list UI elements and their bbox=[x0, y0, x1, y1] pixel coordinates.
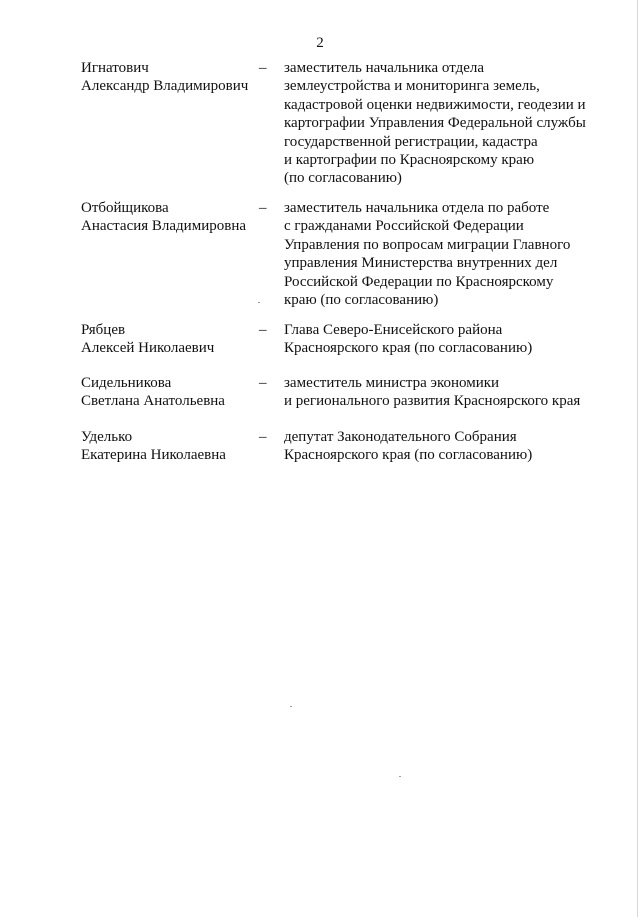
role-line: заместитель начальника отдела по работе bbox=[284, 200, 550, 216]
scan-speck bbox=[399, 776, 401, 777]
dash-separator: – bbox=[259, 429, 267, 445]
dash-separator: – bbox=[259, 60, 267, 76]
dash-separator: – bbox=[259, 375, 267, 391]
role-line: и регионального развития Красноярского края bbox=[284, 393, 581, 410]
role-line: заместитель министра экономики bbox=[284, 375, 500, 391]
member-role bbox=[284, 428, 604, 465]
member-name bbox=[81, 321, 261, 358]
scan-speck bbox=[290, 706, 292, 707]
member-given-name: Алексей Николаевич bbox=[81, 340, 215, 357]
scan-speck bbox=[258, 302, 260, 303]
member-role bbox=[284, 374, 604, 411]
member-surname: Сидельникова bbox=[81, 375, 172, 391]
role-line: заместитель начальника отдела bbox=[284, 60, 484, 76]
member-surname: Рябцев bbox=[81, 322, 126, 338]
member-name bbox=[81, 199, 261, 236]
role-line: Глава Северо-Енисейского района bbox=[284, 322, 503, 338]
member-surname: Игнатович bbox=[81, 60, 149, 76]
member-role bbox=[284, 321, 604, 358]
member-given-name: Екатерина Николаевна bbox=[81, 447, 226, 464]
role-line: управления Министерства внутренних дел bbox=[284, 255, 558, 272]
member-role bbox=[284, 59, 604, 188]
member-given-name: Анастасия Владимировна bbox=[81, 218, 246, 235]
role-line: Красноярского края (по согласованию) bbox=[284, 340, 533, 357]
page-number: 2 bbox=[316, 35, 324, 51]
role-line: землеустройства и мониторинга земель, bbox=[284, 78, 540, 95]
dash-separator: – bbox=[259, 322, 267, 338]
role-line: депутат Законодательного Собрания bbox=[284, 429, 517, 445]
role-line: (по согласованию) bbox=[284, 170, 402, 187]
member-given-name: Александр Владимирович bbox=[81, 78, 249, 95]
member-name bbox=[81, 428, 261, 465]
member-role bbox=[284, 199, 604, 309]
role-line: государственной регистрации, кадастра bbox=[284, 133, 538, 150]
role-line: Управления по вопросам миграции Главного bbox=[284, 236, 571, 253]
member-name bbox=[81, 59, 261, 96]
role-line: Красноярского края (по согласованию) bbox=[284, 447, 533, 464]
role-line: и картографии по Красноярскому краю bbox=[284, 152, 535, 169]
scan-edge bbox=[637, 0, 638, 917]
role-line: с гражданами Российской Федерации bbox=[284, 218, 524, 235]
member-given-name: Светлана Анатольевна bbox=[81, 393, 225, 410]
member-name bbox=[81, 374, 261, 411]
role-line: кадастровой оценки недвижимости, геодезии и bbox=[284, 96, 586, 113]
role-line: краю (по согласованию) bbox=[284, 292, 439, 309]
dash-separator: – bbox=[259, 200, 267, 216]
role-line: Российской Федерации по Красноярскому bbox=[284, 273, 554, 290]
member-surname: Уделько bbox=[81, 429, 133, 445]
member-surname: Отбойщикова bbox=[81, 200, 169, 216]
role-line: картографии Управления Федеральной службы bbox=[284, 115, 586, 132]
